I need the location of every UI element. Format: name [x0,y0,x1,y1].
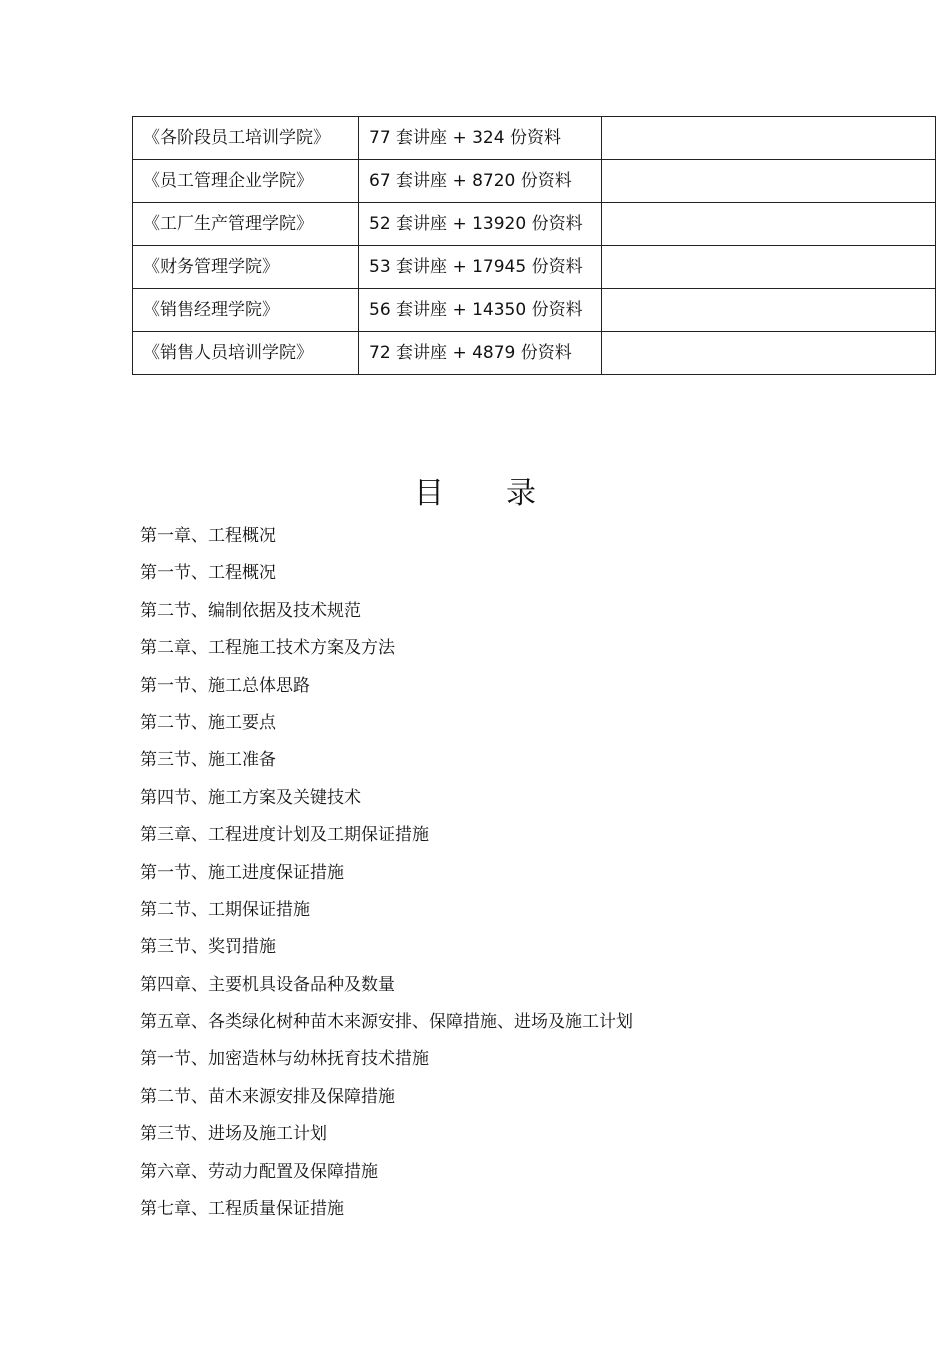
academy-content-cell: 67 套讲座 + 8720 份资料 [359,160,602,203]
toc-item: 第一节、施工总体思路 [140,675,310,696]
table-row [133,289,936,332]
academy-content-cell: 53 套讲座 + 17945 份资料 [359,246,602,289]
toc-item: 第二节、工期保证措施 [140,899,310,920]
toc-title-left: 目 [414,476,444,511]
academy-name-cell: 《销售经理学院》 [133,289,359,332]
toc-item: 第三章、工程进度计划及工期保证措施 [140,825,429,846]
toc-item: 第一节、施工进度保证措施 [140,862,344,883]
academy-name-cell: 《各阶段员工培训学院》 [133,117,359,160]
toc-item: 第二节、编制依据及技术规范 [140,600,361,621]
toc-title [0,472,950,516]
table-row [133,246,936,289]
toc-item: 第二章、工程施工技术方案及方法 [140,638,395,659]
academy-table [132,116,936,375]
table-row [133,332,936,375]
toc-item: 第四章、主要机具设备品种及数量 [140,974,395,995]
toc-item: 第一节、加密造林与幼林抚育技术措施 [140,1049,429,1070]
toc-item: 第六章、劳动力配置及保障措施 [140,1161,378,1182]
toc-item: 第三节、进场及施工计划 [140,1124,327,1145]
toc-item: 第五章、各类绿化树种苗木来源安排、保障措施、进场及施工计划 [140,1012,633,1033]
toc-item: 第一节、工程概况 [140,563,276,584]
academy-content-cell: 52 套讲座 + 13920 份资料 [359,203,602,246]
academy-extra-cell [602,289,936,332]
toc-list [140,518,633,1228]
academy-extra-cell [602,203,936,246]
toc-item: 第四节、施工方案及关键技术 [140,787,361,808]
toc-item: 第三节、施工准备 [140,750,276,771]
toc-title-right: 录 [506,476,536,511]
toc-item: 第三节、奖罚措施 [140,937,276,958]
academy-content-cell: 77 套讲座 + 324 份资料 [359,117,602,160]
academy-extra-cell [602,332,936,375]
toc-item: 第二节、苗木来源安排及保障措施 [140,1086,395,1107]
table-row [133,117,936,160]
academy-name-cell: 《财务管理学院》 [133,246,359,289]
toc-item: 第二节、施工要点 [140,712,276,733]
toc-item: 第七章、工程质量保证措施 [140,1199,344,1220]
academy-content-cell: 72 套讲座 + 4879 份资料 [359,332,602,375]
academy-name-cell: 《员工管理企业学院》 [133,160,359,203]
academy-name-cell: 《销售人员培训学院》 [133,332,359,375]
academy-extra-cell [602,117,936,160]
table-row [133,160,936,203]
academy-content-cell: 56 套讲座 + 14350 份资料 [359,289,602,332]
table-row [133,203,936,246]
toc-item: 第一章、工程概况 [140,526,276,546]
academy-name-cell: 《工厂生产管理学院》 [133,203,359,246]
academy-extra-cell [602,160,936,203]
academy-extra-cell [602,246,936,289]
